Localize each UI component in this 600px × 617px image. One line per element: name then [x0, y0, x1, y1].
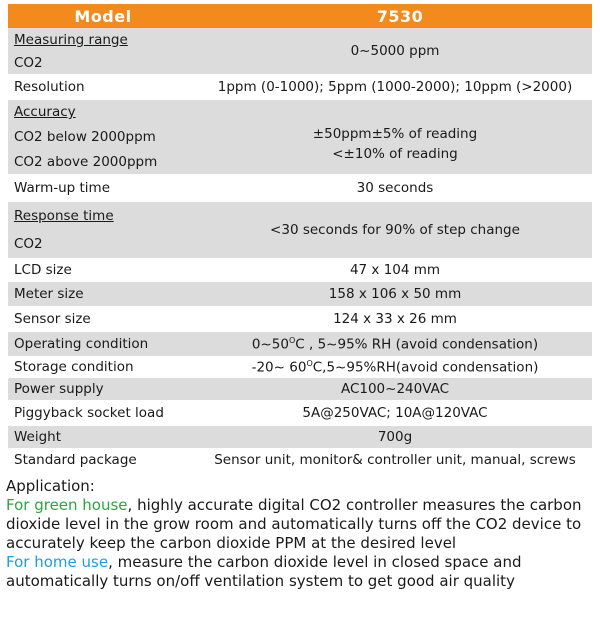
lcd-size-label: LCD size: [14, 262, 72, 278]
row-standard-package: [8, 448, 592, 472]
application-section: [6, 477, 594, 591]
storage-value: -20~ $60^OC,5\sim 95\%RH(avoid$ condensation): [251, 358, 539, 376]
green-house-lead: For green house: [6, 496, 128, 514]
model-label: Model: [74, 6, 132, 26]
row-sensor-size: [8, 306, 592, 332]
spec-table: [8, 4, 592, 472]
response-time-heading: Response time: [14, 208, 114, 224]
storage-label: Storage condition: [14, 359, 134, 375]
piggyback-value: 5A@250VAC; 10A@120VAC: [302, 405, 488, 421]
power-label: Power supply: [14, 381, 104, 397]
sensor-size-label: Sensor size: [14, 311, 91, 327]
row-response-time: [8, 202, 592, 258]
resolution-value: 1ppm (0-1000); 5ppm (1000-2000); 10ppm (>2000): [217, 79, 573, 95]
resolution-label: Resolution: [14, 79, 85, 95]
warmup-label: Warm-up time: [14, 180, 111, 196]
application-green-house: [6, 496, 594, 553]
row-weight: [8, 426, 592, 448]
power-value: AC100~240VAC: [340, 381, 450, 397]
application-heading: Application:: [6, 477, 95, 495]
weight-label: Weight: [14, 429, 62, 445]
accuracy-below-value: ±50ppm±5% of reading: [312, 126, 478, 142]
row-measuring-range: [8, 28, 592, 74]
measuring-range-heading: Measuring range: [14, 31, 128, 48]
sensor-size-value: 124 x 33 x 26 mm: [333, 311, 457, 327]
row-power-supply: [8, 378, 592, 400]
row-meter-size: [8, 282, 592, 306]
measuring-range-value: 0~5000 ppm: [350, 43, 440, 59]
row-warmup: [8, 174, 592, 202]
application-home-use: [6, 553, 594, 591]
response-time-value: <30 seconds for 90% of step change: [270, 222, 520, 238]
package-value: Sensor unit, monitor& controller unit, manual, screws: [214, 452, 576, 468]
home-use-text: , measure the carbon dioxide level in closed space and automatically turns on/off ventilation system to get good air quality: [6, 553, 522, 590]
green-house-text: , highly accurate digital CO2 controller measures the carbon dioxide level in the grow room and automatically turns off the CO2 device to accurately keep the carbon dioxide PPM at the desired level: [6, 496, 582, 552]
meter-size-label: Meter size: [14, 286, 84, 302]
measuring-range-label: CO2: [14, 54, 43, 71]
row-accuracy: [8, 100, 592, 174]
row-lcd-size: [8, 258, 592, 282]
row-resolution: [8, 74, 592, 100]
operating-label: Operating condition: [14, 336, 149, 352]
home-use-lead: For home use: [6, 553, 109, 571]
accuracy-above-label: CO2 above 2000ppm: [14, 153, 158, 170]
package-label: Standard package: [14, 452, 137, 468]
meter-size-value: 158 x 106 x 50 mm: [328, 286, 462, 302]
row-piggyback: [8, 400, 592, 426]
weight-value: 700g: [377, 429, 413, 445]
model-value: 7530: [376, 6, 424, 26]
row-storage-condition: [8, 356, 592, 378]
row-operating-condition: [8, 332, 592, 356]
response-time-label: CO2: [14, 236, 43, 252]
warmup-value: 30 seconds: [356, 180, 434, 196]
table-header: [8, 4, 592, 28]
accuracy-heading: Accuracy: [14, 104, 76, 121]
lcd-size-value: 47 x 104 mm: [349, 262, 441, 278]
operating-value: $0\sim 50^OC$ , 5~95% RH (avoid condensation): [251, 335, 539, 353]
piggyback-label: Piggyback socket load: [14, 405, 164, 421]
accuracy-below-label: CO2 below 2000ppm: [14, 128, 156, 145]
accuracy-above-value: <±10% of reading: [332, 146, 458, 162]
